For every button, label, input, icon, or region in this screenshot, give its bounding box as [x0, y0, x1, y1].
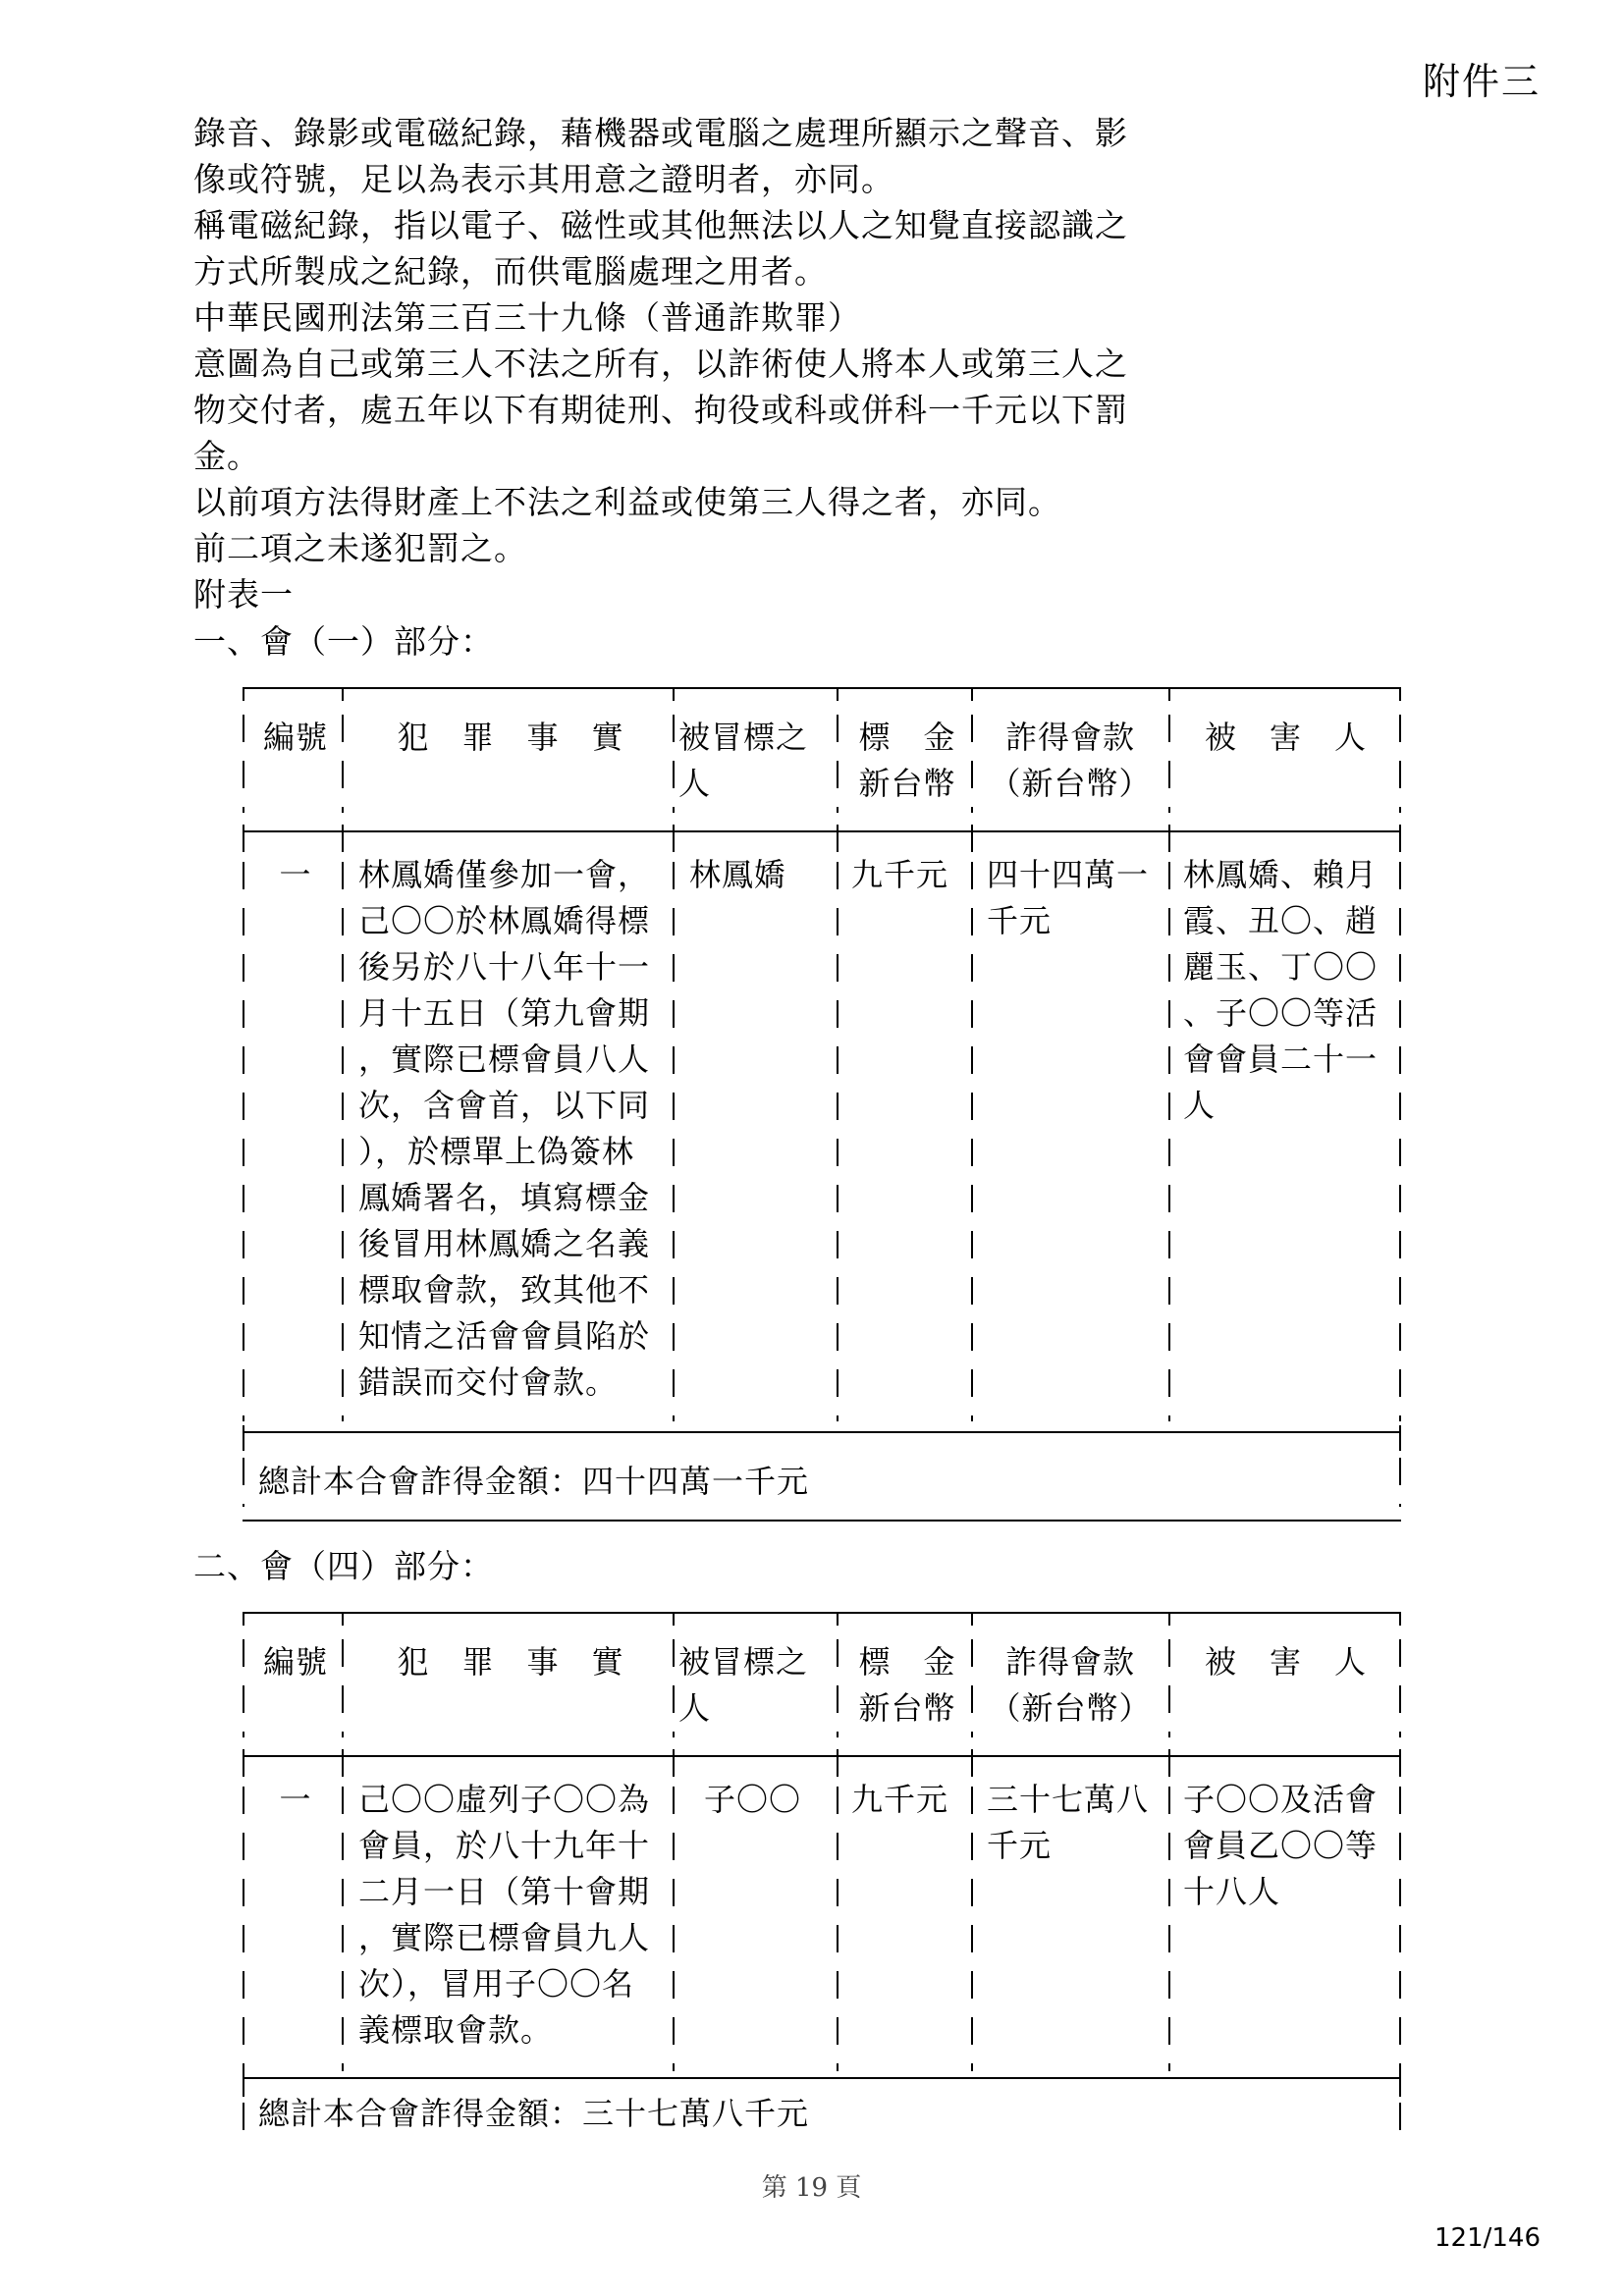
header-victims: 被 害 人 — [1204, 719, 1367, 756]
section2-total: 總計本合會詐得金額：三十七萬八千元 — [258, 2095, 810, 2132]
header-fraud-amount: 詐得會款 （新台幣） — [989, 719, 1152, 802]
row-fraud-amount: 三十七萬八 千元 — [987, 1781, 1150, 1864]
intro-line: 附表一 — [193, 575, 294, 614]
header-bid: 標 金 新台幣 — [858, 1643, 956, 1727]
row-victims: 子〇〇及活會 會員乙〇〇等 十八人 — [1183, 1781, 1379, 1910]
header-facts: 犯 罪 事 實 — [397, 719, 624, 756]
row-bid: 九千元 — [851, 856, 949, 893]
intro-line: 方式所製成之紀錄，而供電腦處理之用者。 — [193, 252, 828, 291]
intro-line: 像或符號，足以為表示其用意之證明者，亦同。 — [193, 160, 894, 198]
header-no: 編號 — [262, 719, 328, 756]
intro-line: 中華民國刑法第三百三十九條（普通詐欺罪） — [193, 298, 861, 337]
row-facts: 林鳳嬌僅參加一會， 己〇〇於林鳳嬌得標 後另於八十八年十一 月十五日（第九會期 ，實際已標會員八人 次，含會首，以下同 ），於標單上偽簽林 鳳嬌署名，填寫標金 後冒用林鳳嬌之名義 標取會款，致其他不 知情之活會會員陷於 錯誤而交付會款。 — [358, 856, 651, 1401]
intro-line: 前二項之未遂犯罰之。 — [193, 529, 527, 567]
intro-line: 錄音、錄影或電磁紀錄，藉機器或電腦之處理所顯示之聲音、影 — [193, 114, 1128, 152]
header-impersonated: 被冒標之 人 — [678, 719, 809, 802]
row-impersonated: 子〇〇 — [704, 1781, 802, 1818]
section1-total: 總計本合會詐得金額：四十四萬一千元 — [258, 1463, 810, 1500]
intro-line: 稱電磁紀錄，指以電子、磁性或其他無法以人之知覺直接認識之 — [193, 206, 1128, 244]
section2-title: 二、會（四）部分： — [193, 1547, 494, 1585]
intro-line: 以前項方法得財產上不法之利益或使第三人得之者，亦同。 — [193, 483, 1061, 521]
row-no: 一 — [279, 856, 312, 893]
row-fraud-amount: 四十四萬一 千元 — [987, 856, 1150, 939]
page-count: 121/146 — [1434, 2223, 1541, 2253]
header-fraud-amount: 詐得會款 （新台幣） — [989, 1643, 1152, 1727]
header-no: 編號 — [262, 1643, 328, 1681]
table-section2 — [243, 1612, 1401, 2142]
header-victims: 被 害 人 — [1204, 1643, 1367, 1681]
row-impersonated: 林鳳嬌 — [689, 856, 787, 893]
row-bid: 九千元 — [851, 1781, 949, 1818]
row-no: 一 — [279, 1781, 312, 1818]
section1-title: 一、會（一）部分： — [193, 622, 494, 661]
page-number: 第 19 頁 — [761, 2173, 862, 2203]
intro-line: 金。 — [193, 437, 260, 475]
annex-label: 附件三 — [1422, 60, 1541, 103]
header-facts: 犯 罪 事 實 — [397, 1643, 624, 1681]
intro-line: 意圖為自己或第三人不法之所有，以詐術使人將本人或第三人之 — [193, 345, 1128, 383]
row-facts: 己〇〇虛列子〇〇為 會員，於八十九年十 二月一日（第十會期 ，實際已標會員九人 次），冒用子〇〇名 義標取會款。 — [358, 1781, 651, 2049]
intro-line: 物交付者，處五年以下有期徒刑、拘役或科或併科一千元以下罰 — [193, 391, 1128, 429]
header-bid: 標 金 新台幣 — [858, 719, 956, 802]
row-victims: 林鳳嬌、賴月 霞、丑〇、趙 麗玉、丁〇〇 、子〇〇等活 會會員二十一 人 — [1183, 856, 1379, 1124]
table-section1 — [243, 687, 1401, 1522]
header-impersonated: 被冒標之 人 — [678, 1643, 809, 1727]
